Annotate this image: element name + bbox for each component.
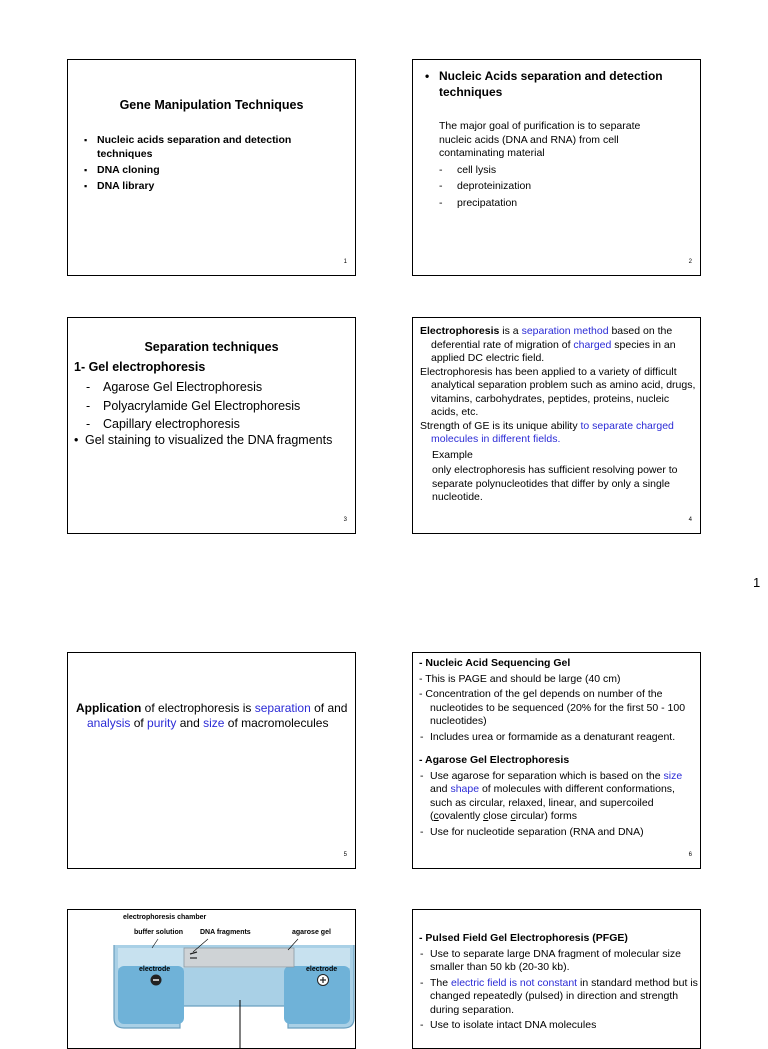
section-heading: - Pulsed Field Gel Electrophoresis (PFGE) xyxy=(419,932,628,944)
slide-4 xyxy=(412,317,701,534)
list-item: ▪ DNA cloning xyxy=(84,163,312,177)
slide-2 xyxy=(412,59,701,276)
section-heading: - Agarose Gel Electrophoresis xyxy=(419,754,570,766)
list-item: - Use to separate large DNA fragment of molecular size smaller than 50 kb (20-30 kb). xyxy=(419,948,699,975)
agarose-gel xyxy=(184,948,294,967)
text-span: is a xyxy=(499,325,522,337)
bullet-list xyxy=(84,133,312,195)
slide-3 xyxy=(67,317,356,534)
slide-5 xyxy=(67,652,356,869)
text-span: of electrophoresis is xyxy=(141,701,255,715)
list-item: - Use for nucleotide separation (RNA and DNA) xyxy=(419,826,699,840)
paragraph xyxy=(420,420,696,447)
underlined-letter: c xyxy=(433,810,439,822)
text-span: of molecules with different conformations, such as circular, relaxed, linear, and supercoiled ( xyxy=(430,783,675,822)
electrode-label: electrode xyxy=(139,966,171,973)
list-item: - Capillary electrophoresis xyxy=(84,415,300,434)
slide-body xyxy=(419,657,699,839)
paragraph xyxy=(76,701,356,731)
highlight-text: separation xyxy=(254,701,311,715)
line: - This is PAGE and should be large (40 cm) xyxy=(419,672,621,685)
electrode-label: electrode xyxy=(306,966,338,973)
slide-8 xyxy=(412,909,701,1049)
slide-7 xyxy=(67,909,356,1049)
list-item: - cell lysis xyxy=(439,164,674,178)
slide-title: Gene Manipulation Techniques xyxy=(119,98,304,112)
highlight-text: shape xyxy=(450,783,480,795)
text-span: Use agarose for separation which is based on the xyxy=(430,769,664,782)
left-buffer-well xyxy=(118,966,184,1024)
highlight-text: analysis xyxy=(87,716,131,730)
text-span: and xyxy=(430,783,451,795)
list-item: ▪ Nucleic acids separation and detection techniques xyxy=(84,133,312,161)
list-item: - Agarose Gel Electrophoresis xyxy=(84,378,300,397)
text-span: lose xyxy=(488,810,511,822)
example-label: Example xyxy=(432,448,473,461)
bullet-item: • Gel staining to visualized the DNA fragments xyxy=(74,433,332,447)
term: Application xyxy=(76,701,142,715)
list-item: - Includes urea or formamide as a denaturant reagent. xyxy=(419,731,699,745)
chamber-label: electrophoresis chamber xyxy=(123,914,207,921)
right-buffer-well xyxy=(284,966,350,1024)
text-span: The xyxy=(430,976,452,989)
paragraph: only electrophoresis has sufficient resolving power to separate polynucleotides that differ by only a single nucleotide. xyxy=(432,464,678,503)
list-item: - Polyacrylamide Gel Electrophoresis xyxy=(84,397,300,416)
heading-text: Nucleic Acids separation and detection techniques xyxy=(439,69,663,99)
text-span: and xyxy=(176,716,204,730)
highlight-text: size xyxy=(203,716,225,730)
highlight-text: to separate charged molecules in different fields. xyxy=(431,419,674,445)
gel-label: agarose gel xyxy=(292,929,331,936)
text-span: ovalently xyxy=(438,810,484,822)
technique-list xyxy=(84,378,300,434)
paragraph: Electrophoresis has been applied to a variety of difficult analytical separation problem such as amino acid, drugs, vitamins, carbohydrates, peptides, proteins, nucleic acids, etc. xyxy=(420,365,696,418)
electrophoresis-diagram xyxy=(68,910,356,1049)
text-span: of macromolecules xyxy=(224,716,329,730)
list-item: - deproteinization xyxy=(439,180,674,194)
section-heading: - Nucleic Acid Sequencing Gel xyxy=(419,657,571,669)
buffer-label: buffer solution xyxy=(134,929,183,936)
term: Electrophoresis xyxy=(420,325,500,337)
text-span: Strength of GE is its unique ability xyxy=(420,419,581,432)
slide-body xyxy=(420,325,696,505)
list-item xyxy=(419,977,699,1018)
line: - Concentration of the gel depends on number of the nucleotides to be sequenced (20% for the first 50 - 100 nucleotides) xyxy=(419,688,686,727)
text-span: of and xyxy=(310,701,348,715)
fragments-label: DNA fragments xyxy=(200,929,251,936)
slide-number: 5 xyxy=(343,852,347,858)
slide-title: Separation techniques xyxy=(144,340,279,354)
slide-body xyxy=(439,120,674,210)
slide-number: 4 xyxy=(688,517,692,523)
list-item: ▪ DNA library xyxy=(84,179,312,193)
text-span: in standard method but is changed repeatedly (pulsed) in direction and strength during separation. xyxy=(430,976,698,1016)
list-item: - Use to isolate intact DNA molecules xyxy=(419,1019,699,1033)
text-span: based on the deferential rate of migration of xyxy=(431,325,673,351)
slide-number: 2 xyxy=(688,259,692,265)
slide-number: 3 xyxy=(343,517,347,523)
highlight-text: purity xyxy=(147,716,177,730)
slide-number: 6 xyxy=(688,852,692,858)
text-span: ircular) forms xyxy=(515,810,578,822)
highlight-text: size xyxy=(663,769,683,782)
slide-1 xyxy=(67,59,356,276)
bullet-mark: • xyxy=(425,69,430,83)
highlight-text: separation method xyxy=(521,325,609,337)
page-number: 1 xyxy=(753,575,761,590)
underlined-letter: c xyxy=(510,810,516,822)
paragraph xyxy=(420,325,696,366)
slide-body xyxy=(419,932,699,1033)
highlight-text: charged xyxy=(573,338,612,351)
intro-text: The major goal of purification is to separate nucleic acids (DNA and RNA) from cell contaminating material xyxy=(439,120,641,159)
slide-6 xyxy=(412,652,701,869)
slide-subtitle: 1- Gel electrophoresis xyxy=(74,360,206,374)
slide-number: 1 xyxy=(343,259,347,265)
text-span: species in an applied DC electric field. xyxy=(431,338,676,364)
list-item: - precipatation xyxy=(439,197,674,211)
slide-heading xyxy=(425,68,693,100)
underlined-letter: c xyxy=(483,810,489,822)
text-span: of xyxy=(130,716,148,730)
list-item xyxy=(419,770,699,824)
highlight-text: electric field is not constant xyxy=(451,976,578,989)
